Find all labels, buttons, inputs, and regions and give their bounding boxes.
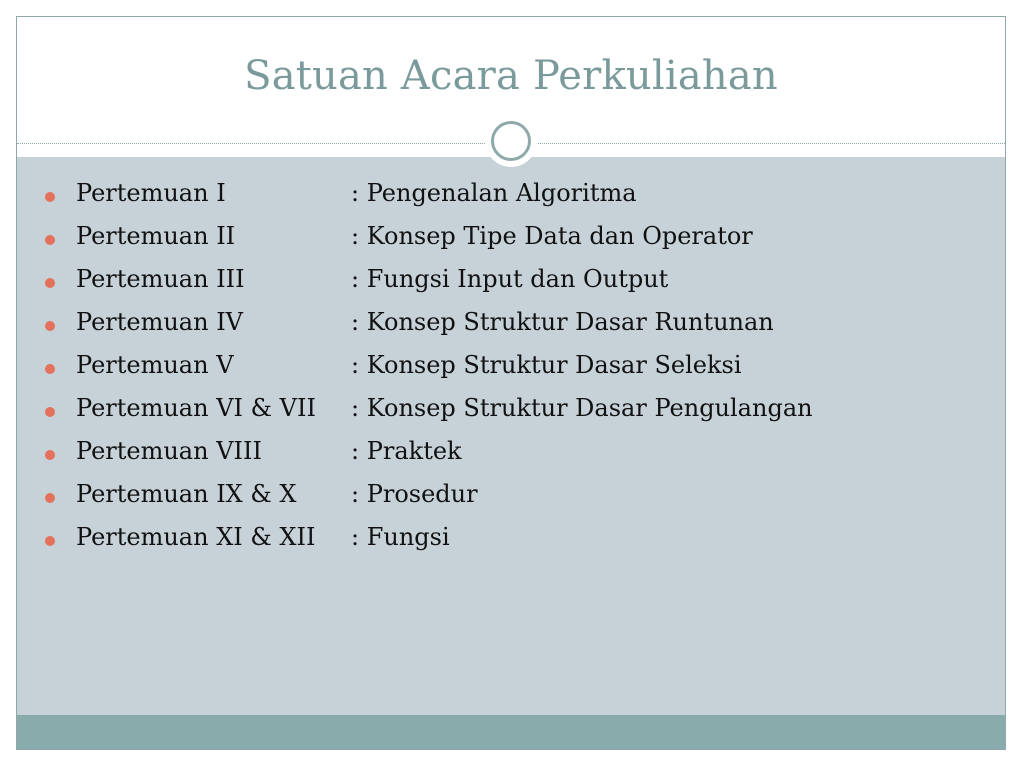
ring-ornament-icon <box>485 115 537 167</box>
bullet-dot-icon <box>45 450 55 460</box>
bullet-dot-icon <box>45 235 55 245</box>
list-item <box>17 523 1005 566</box>
meeting-topic: : Praktek <box>351 437 462 465</box>
list-item <box>17 179 1005 222</box>
meeting-topic: : Prosedur <box>351 480 478 508</box>
meeting-label: Pertemuan IX & X <box>76 480 297 508</box>
meeting-topic: : Konsep Tipe Data dan Operator <box>351 222 753 250</box>
list-item <box>17 308 1005 351</box>
meeting-topic: : Konsep Struktur Dasar Runtunan <box>351 308 774 336</box>
list-item <box>17 351 1005 394</box>
ring-inner <box>491 121 531 161</box>
meeting-label: Pertemuan XI & XII <box>76 523 316 551</box>
bullet-dot-icon <box>45 321 55 331</box>
list-item <box>17 394 1005 437</box>
meeting-label: Pertemuan IV <box>76 308 244 336</box>
bullet-dot-icon <box>45 192 55 202</box>
bullet-dot-icon <box>45 493 55 503</box>
slide-title: Satuan Acara Perkuliahan <box>244 53 778 99</box>
list-item <box>17 265 1005 308</box>
list-item <box>17 222 1005 265</box>
bullet-dot-icon <box>45 536 55 546</box>
bullet-dot-icon <box>45 407 55 417</box>
meeting-topic: : Fungsi <box>351 523 450 551</box>
meeting-topic: : Fungsi Input dan Output <box>351 265 669 293</box>
footer-band <box>17 715 1005 750</box>
meeting-topic: : Pengenalan Algoritma <box>351 179 637 207</box>
meeting-label: Pertemuan I <box>76 179 226 207</box>
meeting-label: Pertemuan II <box>76 222 236 250</box>
list-item <box>17 437 1005 480</box>
meeting-label: Pertemuan III <box>76 265 245 293</box>
meeting-label: Pertemuan V <box>76 351 234 379</box>
meeting-label: Pertemuan VIII <box>76 437 262 465</box>
bullet-dot-icon <box>45 364 55 374</box>
list-item <box>17 480 1005 523</box>
meeting-topic: : Konsep Struktur Dasar Seleksi <box>351 351 742 379</box>
bullet-dot-icon <box>45 278 55 288</box>
slide <box>16 16 1006 750</box>
bullet-list <box>17 179 1005 566</box>
meeting-topic: : Konsep Struktur Dasar Pengulangan <box>351 394 813 422</box>
meeting-label: Pertemuan VI & VII <box>76 394 316 422</box>
